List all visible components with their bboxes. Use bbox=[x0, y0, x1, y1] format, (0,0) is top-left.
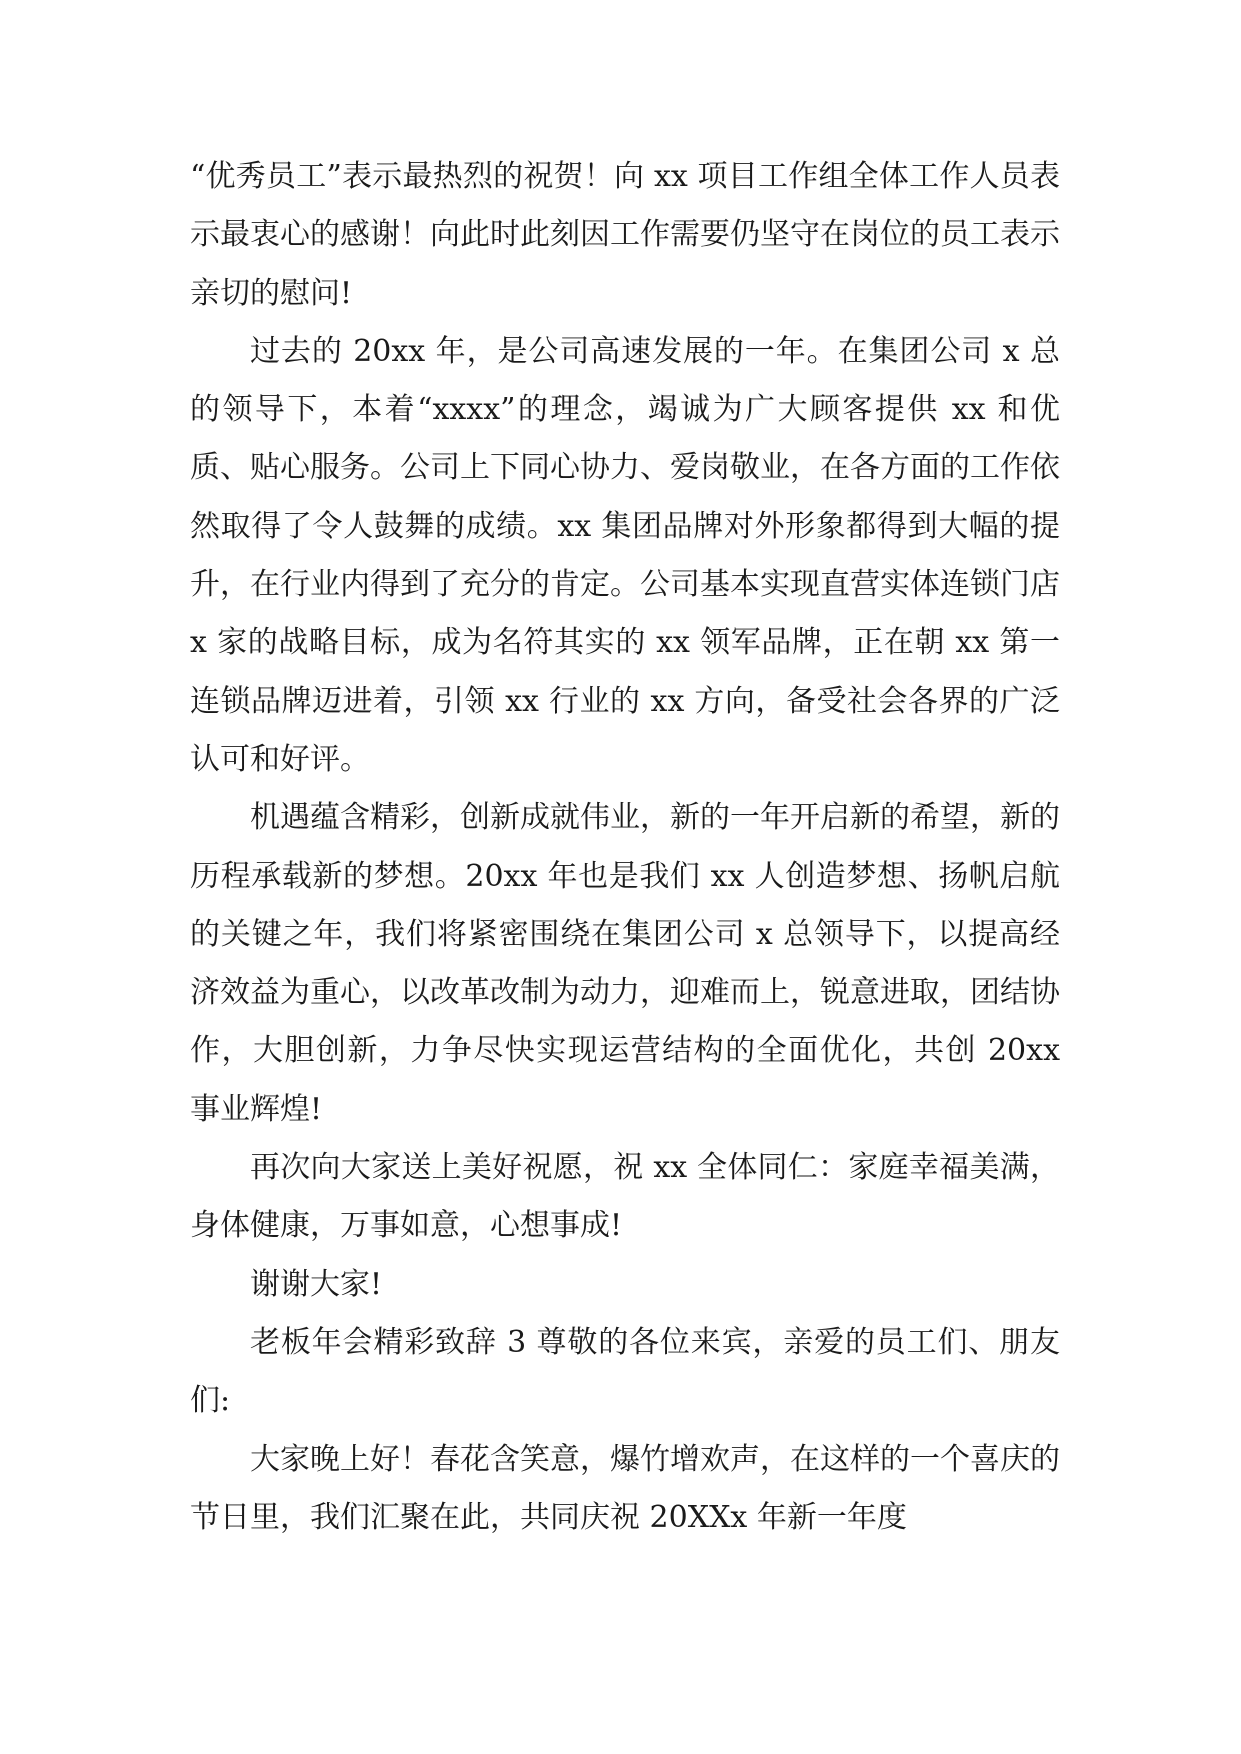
paragraph-congratulations: “优秀员工”表示最热烈的祝贺！向 xx 项目工作组全体工作人员表示最衷心的感谢！向此时此刻因工作需要仍坚守在岗位的员工表示亲切的慰问! bbox=[190, 159, 1060, 311]
paragraph-evening-greeting: 大家晚上好！春花含笑意，爆竹增欢声，在这样的一个喜庆的节日里，我们汇聚在此，共同庆祝 20XXx 年新一年度 bbox=[190, 1441, 1060, 1535]
paragraph-thanks: 谢谢大家! bbox=[250, 1266, 383, 1302]
paragraph-past-year: 过去的 20xx 年，是公司高速发展的一年。在集团公司 x 总的领导下，本着“xxxx”的理念，竭诚为广大顾客提供 xx 和优质、贴心服务。公司上下同心协力、爱岗敬业，在各方面的工作依然取得了令人鼓舞的成绩。xx 集团品牌对外形象都得到大幅的提升，在行业内得到了充分的肯定。公司基本实现直营实体连锁门店 x 家的战略目标，成为名符其实的 xx 领军品牌，正在朝 xx 第一连锁品牌迈进着，引领 xx 行业的 xx 方向，备受社会各界的广泛认可和好评。 bbox=[190, 333, 1060, 777]
paragraph-new-year-goals: 机遇蕴含精彩，创新成就伟业，新的一年开启新的希望，新的历程承载新的梦想。20xx 年也是我们 xx 人创造梦想、扬帆启航的关键之年，我们将紧密围绕在集团公司 x 总领导下，以提高经济效益为重心，以改革改制为动力，迎难而上，锐意进取，团结协作，大胆创新，力争尽快实现运营结构的全面优化，共创 20xx 事业辉煌! bbox=[190, 800, 1060, 1127]
paragraph-wishes: 再次向大家送上美好祝愿，祝 xx 全体同仁：家庭幸福美满，身体健康，万事如意，心想事成! bbox=[190, 1150, 1060, 1244]
document-body bbox=[190, 148, 1060, 1547]
paragraph-speech-3-greeting: 老板年会精彩致辞 3 尊敬的各位来宾，亲爱的员工们、朋友们: bbox=[190, 1324, 1060, 1419]
